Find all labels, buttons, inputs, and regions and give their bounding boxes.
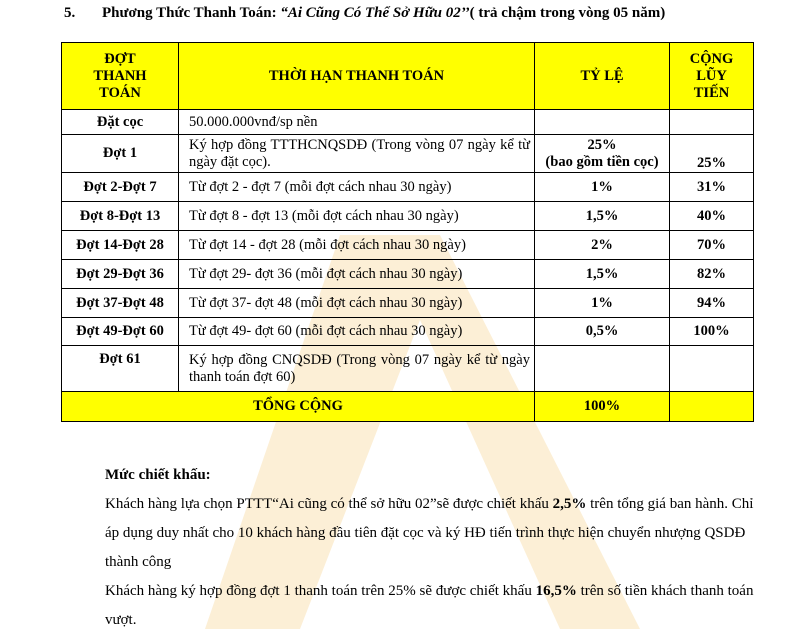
rate-note: (bao gồm tiền cọc)	[545, 153, 659, 170]
table-row	[62, 289, 754, 318]
rate-cell: 0,5%	[535, 318, 670, 346]
payment-schedule-table	[61, 42, 754, 422]
term-cell: Ký hợp đồng CNQSDĐ (Trong vòng 07 ngày kể từ ngày thanh toán đợt 60)	[179, 346, 535, 392]
term-cell: 50.000.000vnđ/sp nền	[179, 110, 535, 135]
table-row	[62, 173, 754, 202]
table-header-row	[62, 43, 754, 110]
cumulative-cell: 25%	[670, 135, 754, 173]
cumulative-cell: 82%	[670, 260, 754, 289]
discount-paragraph-1: Khách hàng lựa chọn PTTT“Ai cũng có thể sở hữu 02”sẽ được chiết khấu 2,5% trên tổng giá ban hành. Chỉ áp dụng duy nhất cho 10 khách hàng đầu tiên đặt cọc và ký HĐ tiến trình thực hiện chuyển nhượng QSDĐ thành công	[105, 496, 754, 570]
rate-cell	[535, 346, 670, 392]
rate-cell: 1,5%	[535, 202, 670, 231]
table-row	[62, 110, 754, 135]
rate-cell: 25% (bao gồm tiền cọc)	[535, 135, 670, 173]
phase-cell: Đợt 37-Đợt 48	[62, 289, 179, 318]
phase-cell: Đợt 8-Đợt 13	[62, 202, 179, 231]
term-cell: Từ đợt 2 - đợt 7 (mỗi đợt cách nhau 30 ngày)	[179, 173, 535, 202]
rate-cell: 1,5%	[535, 260, 670, 289]
term-cell: Ký hợp đồng TTTHCNQSDĐ (Trong vòng 07 ngày kể từ ngày đặt cọc).	[179, 135, 535, 173]
phase-cell: Đợt 61	[62, 346, 179, 392]
table-row	[62, 202, 754, 231]
header-rate: TỶ LỆ	[535, 43, 670, 110]
cumulative-cell: 31%	[670, 173, 754, 202]
table-row	[62, 135, 754, 173]
phase-cell: Đợt 14-Đợt 28	[62, 231, 179, 260]
table-row	[62, 318, 754, 346]
rate-cell: 2%	[535, 231, 670, 260]
cumulative-cell: 70%	[670, 231, 754, 260]
term-cell: Từ đợt 29- đợt 36 (mỗi đợt cách nhau 30 ngày)	[179, 260, 535, 289]
section-heading	[64, 5, 665, 22]
discount-rate-1: 2,5%	[552, 496, 587, 512]
cumulative-cell: 94%	[670, 289, 754, 318]
phase-cell: Đợt 49-Đợt 60	[62, 318, 179, 346]
table-row	[62, 260, 754, 289]
plan-name: “Ai Cũng Có Thể Sở Hữu 02’’	[280, 5, 470, 21]
total-row	[62, 392, 754, 422]
header-term: THỜI HẠN THANH TOÁN	[179, 43, 535, 110]
section-number: 5.	[64, 5, 76, 21]
term-cell: Từ đợt 14 - đợt 28 (mỗi đợt cách nhau 30 ngày)	[179, 231, 535, 260]
phase-cell: Đợt 1	[62, 135, 179, 173]
discount-rate-2: 16,5%	[535, 583, 577, 599]
cumulative-cell	[670, 346, 754, 392]
discount-paragraph-2: Khách hàng ký hợp đồng đợt 1 thanh toán trên 25% sẽ được chiết khấu 16,5% trên số tiền khách thanh toán vượt.	[105, 583, 754, 628]
discount-section	[105, 461, 755, 635]
phase-cell: Đợt 2-Đợt 7	[62, 173, 179, 202]
cumulative-cell: 100%	[670, 318, 754, 346]
section-title: Phương Thức Thanh Toán:	[102, 5, 277, 21]
rate-cell: 1%	[535, 289, 670, 318]
cumulative-cell	[670, 110, 754, 135]
table-row	[62, 346, 754, 392]
rate-cell	[535, 110, 670, 135]
term-cell: Từ đợt 8 - đợt 13 (mỗi đợt cách nhau 30 ngày)	[179, 202, 535, 231]
rate-cell: 1%	[535, 173, 670, 202]
phase-cell: Đợt 29-Đợt 36	[62, 260, 179, 289]
header-phase: ĐỢT THANH TOÁN	[62, 43, 179, 110]
table-row	[62, 231, 754, 260]
total-cumulative	[670, 392, 754, 422]
cumulative-cell: 40%	[670, 202, 754, 231]
plan-note: ( trả chậm trong vòng 05 năm)	[469, 5, 666, 21]
term-cell: Từ đợt 49- đợt 60 (mỗi đợt cách nhau 30 ngày)	[179, 318, 535, 346]
total-label: TỔNG CỘNG	[62, 392, 535, 422]
phase-cell: Đặt cọc	[62, 110, 179, 135]
total-rate: 100%	[535, 392, 670, 422]
discount-title: Mức chiết khấu:	[105, 467, 211, 483]
header-cumulative: CỘNG LŨY TIẾN	[670, 43, 754, 110]
term-cell: Từ đợt 37- đợt 48 (mỗi đợt cách nhau 30 ngày)	[179, 289, 535, 318]
